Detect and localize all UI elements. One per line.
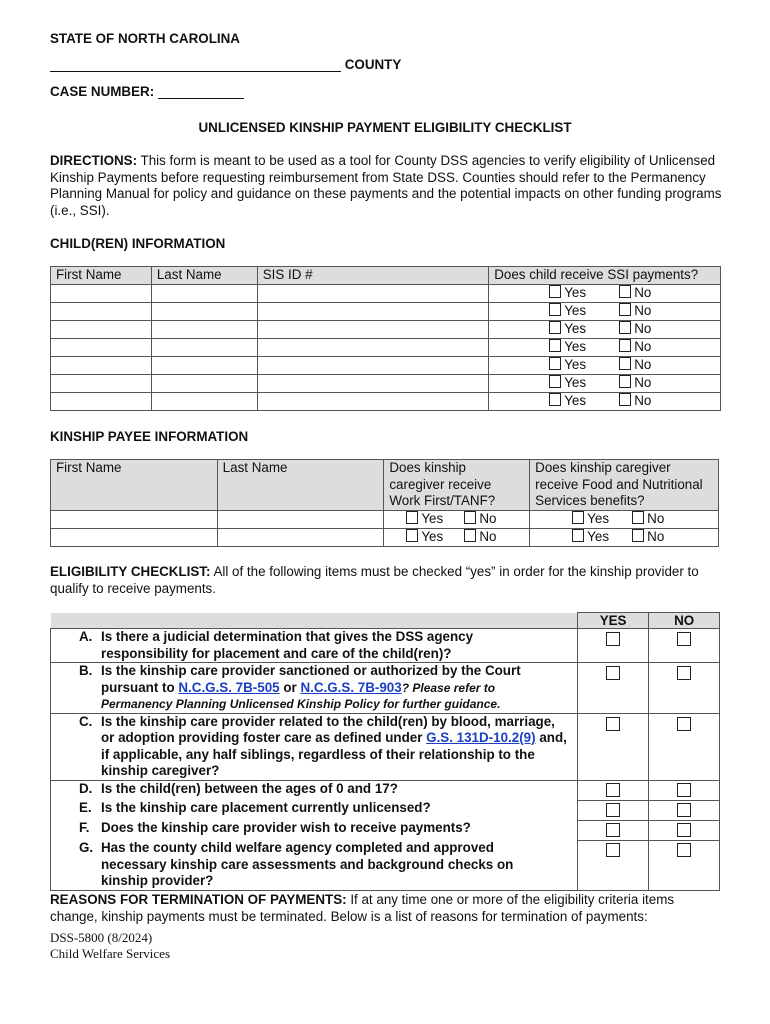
eligibility-label: ELIGIBILITY CHECKLIST:	[50, 564, 211, 579]
eligibility-text: All of the following items must be checked “yes” in order for the kinship provider to qualify to receive payments.	[50, 564, 699, 596]
children-section-title: CHILD(REN) INFORMATION	[50, 236, 226, 251]
child-first-name-cell[interactable]	[51, 285, 152, 303]
ssi-no-label: No	[634, 357, 652, 372]
item-c-row	[51, 713, 720, 780]
child-sis-id-cell[interactable]	[257, 375, 489, 393]
ssi-yes-label: Yes	[564, 393, 587, 408]
tanf-yes-checkbox[interactable]	[406, 529, 418, 542]
col-ssi: Does child receive SSI payments?	[489, 267, 721, 285]
item-e-letter: E.	[79, 800, 92, 815]
child-ssi-cell	[489, 375, 721, 393]
child-first-name-cell[interactable]	[51, 357, 152, 375]
child-ssi-cell	[489, 285, 721, 303]
payee-col-last-name: Last Name	[217, 460, 384, 511]
item-a-letter: A.	[79, 629, 93, 644]
child-row	[51, 285, 721, 303]
item-d-row	[51, 780, 720, 800]
item-e	[79, 800, 572, 817]
payee-col-fns: Does kinship caregiver receive Food and Nutritional Services benefits?	[530, 460, 719, 511]
item-f-no-checkbox[interactable]	[677, 823, 691, 837]
item-c-text: Is the kinship care provider related to the child(ren) by blood, marriage, or adoption providing foster care as defined under	[101, 713, 555, 745]
ssi-yes-label: Yes	[564, 303, 587, 318]
fns-yes-label: Yes	[587, 528, 610, 544]
ssi-no-checkbox[interactable]	[619, 357, 631, 370]
ssi-yes-label: Yes	[564, 339, 587, 354]
county-line	[50, 57, 401, 72]
ssi-no-checkbox[interactable]	[619, 285, 631, 298]
child-last-name-cell[interactable]	[151, 321, 257, 339]
fns-yes-checkbox[interactable]	[572, 529, 584, 542]
item-c-no-checkbox[interactable]	[677, 717, 691, 731]
child-last-name-cell[interactable]	[151, 393, 257, 411]
ssi-yes-label: Yes	[564, 285, 587, 300]
payee-col-tanf: Does kinship caregiver receive Work First/TANF?	[384, 460, 530, 511]
child-sis-id-cell[interactable]	[257, 357, 489, 375]
item-c-yes-checkbox[interactable]	[606, 717, 620, 731]
child-last-name-cell[interactable]	[151, 303, 257, 321]
item-b-yes-checkbox[interactable]	[606, 666, 620, 680]
ssi-no-label: No	[634, 375, 652, 390]
ssi-yes-label: Yes	[564, 375, 587, 390]
fns-yes-checkbox[interactable]	[572, 511, 584, 524]
item-b-text: Is the kinship care provider sanctioned or authorized by the Court pursuant to	[101, 663, 521, 695]
form-title: UNLICENSED KINSHIP PAYMENT ELIGIBILITY CHECKLIST	[198, 120, 572, 135]
footer	[50, 930, 170, 962]
col-first-name: First Name	[51, 267, 152, 285]
link-7b-505[interactable]: N.C.G.S. 7B-505	[178, 679, 280, 695]
item-f-letter: F.	[79, 820, 90, 835]
tanf-no-label: No	[479, 510, 497, 526]
payee-fns-cell	[530, 510, 719, 528]
item-d-no-checkbox[interactable]	[677, 783, 691, 797]
item-a-yes-checkbox[interactable]	[606, 632, 620, 646]
child-row	[51, 321, 721, 339]
fns-yes-label: Yes	[587, 510, 610, 526]
eligibility-table	[50, 612, 720, 891]
item-f	[79, 820, 572, 837]
item-b-or: or	[283, 679, 297, 695]
child-last-name-cell[interactable]	[151, 339, 257, 357]
item-g-yes-checkbox[interactable]	[606, 843, 620, 857]
ssi-yes-checkbox[interactable]	[549, 339, 561, 352]
child-row	[51, 339, 721, 357]
item-e-text: Is the kinship care placement currently unlicensed?	[101, 800, 431, 815]
child-ssi-cell	[489, 357, 721, 375]
children-header-row	[51, 267, 721, 285]
payee-tanf-cell	[384, 510, 530, 528]
payee-fns-cell	[530, 528, 719, 546]
eligibility-header-row	[51, 613, 720, 629]
item-c-text-2: and, if applicable, any half siblings, regardless of their relationship to the kinship caregiver?	[101, 730, 567, 778]
payee-section-title: KINSHIP PAYEE INFORMATION	[50, 429, 249, 444]
child-last-name-cell[interactable]	[151, 285, 257, 303]
tanf-no-checkbox[interactable]	[464, 511, 476, 524]
child-sis-id-cell[interactable]	[257, 393, 489, 411]
termination-text: If at any time one or more of the eligibility criteria items change, kinship payments must be terminated. Below is a list of reasons for termination of payments:	[50, 892, 675, 924]
ssi-no-label: No	[634, 285, 652, 300]
case-number-blank[interactable]	[158, 98, 244, 99]
tanf-yes-label: Yes	[421, 510, 444, 526]
child-first-name-cell[interactable]	[51, 303, 152, 321]
tanf-no-checkbox[interactable]	[464, 529, 476, 542]
child-first-name-cell[interactable]	[51, 375, 152, 393]
county-label: COUNTY	[344, 57, 402, 72]
item-e-no-checkbox[interactable]	[677, 803, 691, 817]
item-b-note: ? Please refer to Permanency Planning Unlicensed Kinship Policy for further guidance.	[101, 680, 501, 711]
eligibility-intro	[50, 564, 722, 597]
state-heading: STATE OF NORTH CAROLINA	[50, 31, 240, 46]
item-g	[79, 840, 572, 890]
item-e-yes-checkbox[interactable]	[606, 803, 620, 817]
item-f-yes-checkbox[interactable]	[606, 823, 620, 837]
tanf-no-label: No	[479, 528, 497, 544]
directions-text: This form is meant to be used as a tool for County DSS agencies to verify eligibility of Unlicensed Kinship Payments before requesting reimbursement from State DSS. Counties should refer to the Permanency Planning Manual for policy and guidance on these payments and the potential impacts on other funding programs (i.e., SSI).	[50, 153, 722, 218]
child-ssi-cell	[489, 303, 721, 321]
child-first-name-cell[interactable]	[51, 339, 152, 357]
item-g-text: Has the county child welfare agency completed and approved necessary kinship care assessments and background checks on kinship provider?	[101, 840, 514, 888]
ssi-no-label: No	[634, 339, 652, 354]
item-d-letter: D.	[79, 780, 93, 796]
item-e-row	[51, 800, 720, 820]
child-row	[51, 375, 721, 393]
fns-no-checkbox[interactable]	[632, 511, 644, 524]
child-sis-id-cell[interactable]	[257, 321, 489, 339]
ssi-no-label: No	[634, 393, 652, 408]
ssi-no-label: No	[634, 321, 652, 336]
item-b	[79, 663, 572, 713]
child-sis-id-cell[interactable]	[257, 303, 489, 321]
directions-label: DIRECTIONS:	[50, 153, 138, 168]
payee-col-first-name: First Name	[51, 460, 218, 511]
child-last-name-cell[interactable]	[151, 357, 257, 375]
item-a-no-checkbox[interactable]	[677, 632, 691, 646]
link-7b-903[interactable]: N.C.G.S. 7B-903	[300, 679, 402, 695]
col-sis-id: SIS ID #	[257, 267, 489, 285]
item-g-no-checkbox[interactable]	[677, 843, 691, 857]
ssi-yes-checkbox[interactable]	[549, 285, 561, 298]
ssi-yes-label: Yes	[564, 321, 587, 336]
ssi-no-checkbox[interactable]	[619, 321, 631, 334]
link-131d-10-2[interactable]: G.S. 131D-10.2(9)	[426, 730, 536, 745]
tanf-yes-label: Yes	[421, 528, 444, 544]
directions-paragraph	[50, 153, 722, 219]
item-b-no-checkbox[interactable]	[677, 666, 691, 680]
col-last-name: Last Name	[151, 267, 257, 285]
item-d	[79, 781, 572, 798]
ssi-yes-checkbox[interactable]	[549, 303, 561, 316]
payee-row	[51, 528, 719, 546]
child-first-name-cell[interactable]	[51, 393, 152, 411]
termination-paragraph	[50, 892, 722, 925]
payee-last-name-cell[interactable]	[217, 510, 384, 528]
termination-label: REASONS FOR TERMINATION OF PAYMENTS:	[50, 892, 347, 907]
fns-no-label: No	[647, 510, 665, 526]
item-c-letter: C.	[79, 713, 93, 729]
item-f-row	[51, 820, 720, 840]
item-a	[79, 629, 572, 662]
fns-no-checkbox[interactable]	[632, 529, 644, 542]
division-name: Child Welfare Services	[50, 946, 171, 961]
child-row	[51, 357, 721, 375]
payee-table	[50, 459, 719, 547]
child-ssi-cell	[489, 393, 721, 411]
payee-tanf-cell	[384, 528, 530, 546]
fns-no-label: No	[647, 528, 665, 544]
item-b-letter: B.	[79, 663, 93, 678]
payee-header-row	[51, 460, 719, 511]
ssi-no-checkbox[interactable]	[619, 303, 631, 316]
item-b-row	[51, 663, 720, 714]
ssi-yes-checkbox[interactable]	[549, 375, 561, 388]
case-number-label: CASE NUMBER:	[50, 84, 155, 99]
item-g-letter: G.	[79, 840, 94, 855]
yes-header: YES	[577, 613, 649, 629]
payee-last-name-cell[interactable]	[217, 528, 384, 546]
child-sis-id-cell[interactable]	[257, 339, 489, 357]
child-first-name-cell[interactable]	[51, 321, 152, 339]
ssi-yes-label: Yes	[564, 357, 587, 372]
payee-row	[51, 510, 719, 528]
children-table	[50, 266, 721, 411]
ssi-yes-checkbox[interactable]	[549, 357, 561, 370]
child-row	[51, 303, 721, 321]
tanf-yes-checkbox[interactable]	[406, 511, 418, 524]
payee-first-name-cell[interactable]	[51, 528, 218, 546]
child-last-name-cell[interactable]	[151, 375, 257, 393]
ssi-no-checkbox[interactable]	[619, 393, 631, 406]
ssi-yes-checkbox[interactable]	[549, 321, 561, 334]
item-a-text: Is there a judicial determination that gives the DSS agency responsibility for placement and care of the child(ren)?	[101, 629, 474, 661]
ssi-yes-checkbox[interactable]	[549, 393, 561, 406]
child-row	[51, 393, 721, 411]
item-d-yes-checkbox[interactable]	[606, 783, 620, 797]
item-d-text: Is the child(ren) between the ages of 0 and 17?	[101, 780, 398, 796]
child-sis-id-cell[interactable]	[257, 285, 489, 303]
form-number: DSS-5800 (8/2024)	[50, 930, 153, 945]
child-ssi-cell	[489, 339, 721, 357]
item-g-row	[51, 840, 720, 890]
county-blank[interactable]	[50, 71, 341, 72]
item-f-text: Does the kinship care provider wish to receive payments?	[101, 820, 471, 835]
ssi-no-checkbox[interactable]	[619, 339, 631, 352]
case-number-line	[50, 84, 244, 99]
payee-first-name-cell[interactable]	[51, 510, 218, 528]
ssi-no-checkbox[interactable]	[619, 375, 631, 388]
item-c	[79, 714, 572, 780]
ssi-no-label: No	[634, 303, 652, 318]
child-ssi-cell	[489, 321, 721, 339]
no-header: NO	[649, 613, 720, 629]
item-a-row	[51, 629, 720, 663]
